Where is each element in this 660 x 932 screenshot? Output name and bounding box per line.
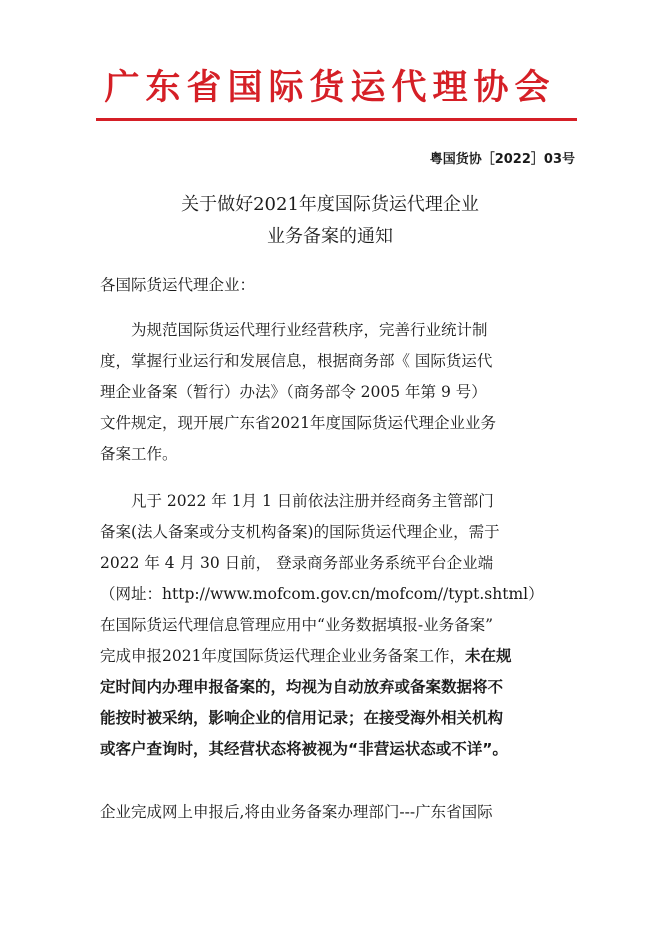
paragraph-3-line: 企业完成网上申报后,将由业务备案办理部门---广东省国际 xyxy=(100,803,493,821)
paragraph-2-url-line: （网址：http://www.mofcom.gov.cn/mofcom//typt.shtml） xyxy=(100,585,544,603)
paragraph-2-line: 2022 年 4 月 30 日前， 登录商务部业务系统平台企业端 xyxy=(100,554,494,572)
salutation-text: 各国际货运代理企业： xyxy=(100,276,256,294)
notice-title-line-2: 业务备案的通知 xyxy=(267,226,393,247)
letterhead-rule xyxy=(96,118,577,121)
salutation xyxy=(100,270,582,301)
paragraph-2-line: 凡于 2022 年 1月 1 日前依法注册并经商务主管部门 xyxy=(131,492,494,510)
document-number: 粤国货协［2022］03号 xyxy=(429,152,575,167)
paragraph-2-bold-line: 能按时被采纳，影响企业的信用记录；在接受海外相关机构 xyxy=(100,709,504,727)
paragraph-2 xyxy=(100,486,582,765)
notice-title-line-1: 关于做好2021年度国际货运代理企业 xyxy=(181,194,479,215)
paragraph-1-line: 备案工作。 xyxy=(100,445,178,463)
paragraph-2-line: 备案(法人备案或分支机构备案)的国际货运代理企业，需于 xyxy=(100,523,500,541)
notice-title xyxy=(0,189,660,253)
paragraph-1 xyxy=(100,315,582,470)
paragraph-3 xyxy=(100,797,582,828)
paragraph-2-line: 在国际货运代理信息管理应用中“业务数据填报-业务备案” xyxy=(100,616,494,634)
paragraph-1-line: 为规范国际货运代理行业经营秩序，完善行业统计制 xyxy=(131,321,488,339)
paragraph-2-line xyxy=(100,641,582,672)
paragraph-2-bold-line: 定时间内办理申报备案的，均视为自动放弃或备案数据将不 xyxy=(100,678,504,696)
paragraph-2-line-bold: 未在规 xyxy=(464,647,512,665)
paragraph-1-line: 度，掌握行业运行和发展信息，根据商务部《 国际货运代 xyxy=(100,352,493,370)
paragraph-2-line-normal: 完成申报2021年度国际货运代理企业业务备案工作， xyxy=(100,647,465,665)
paragraph-1-line: 文件规定，现开展广东省2021年度国际货运代理企业业务 xyxy=(100,414,496,432)
paragraph-1-line: 理企业备案（暂行）办法》（商务部令 2005 年第 9 号） xyxy=(100,383,487,401)
letterhead-title: 广东省国际货运代理协会 xyxy=(104,67,556,108)
paragraph-2-bold-line: 或客户查询时，其经营状态将被视为“非营运状态或不详”。 xyxy=(100,740,508,758)
